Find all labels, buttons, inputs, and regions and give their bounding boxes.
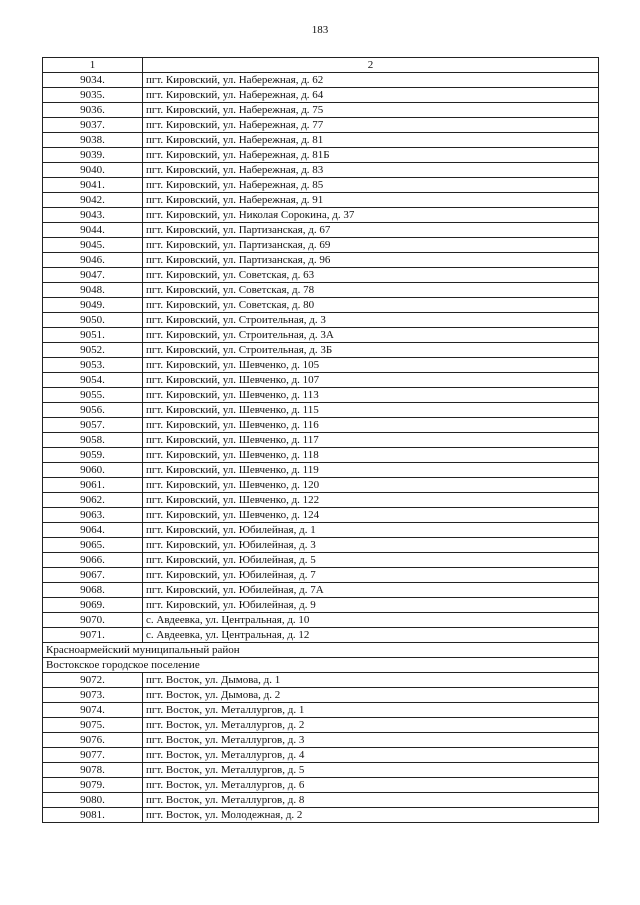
table-row — [43, 163, 599, 178]
row-address: с. Авдеевка, ул. Центральная, д. 10 — [143, 613, 599, 628]
row-number: 9068. — [43, 583, 143, 598]
row-address: пгт. Кировский, ул. Шевченко, д. 122 — [143, 493, 599, 508]
row-number: 9037. — [43, 118, 143, 133]
row-number: 9039. — [43, 148, 143, 163]
row-number: 9073. — [43, 688, 143, 703]
page-number: 183 — [311, 24, 329, 36]
row-number: 9067. — [43, 568, 143, 583]
row-number: 9077. — [43, 748, 143, 763]
row-number: 9043. — [43, 208, 143, 223]
row-address: пгт. Кировский, ул. Шевченко, д. 115 — [143, 403, 599, 418]
table-row — [43, 718, 599, 733]
row-number: 9065. — [43, 538, 143, 553]
table-row — [43, 508, 599, 523]
row-number: 9072. — [43, 673, 143, 688]
table-row — [43, 598, 599, 613]
row-address: пгт. Кировский, ул. Юбилейная, д. 7 — [143, 568, 599, 583]
row-address: пгт. Кировский, ул. Партизанская, д. 96 — [143, 253, 599, 268]
row-number: 9042. — [43, 193, 143, 208]
table-row — [43, 283, 599, 298]
row-address: пгт. Восток, ул. Металлургов, д. 5 — [143, 763, 599, 778]
table-row — [43, 328, 599, 343]
row-number: 9034. — [43, 73, 143, 88]
table-row — [43, 613, 599, 628]
row-address: с. Авдеевка, ул. Центральная, д. 12 — [143, 628, 599, 643]
row-address: пгт. Восток, ул. Металлургов, д. 1 — [143, 703, 599, 718]
row-address: пгт. Кировский, ул. Шевченко, д. 124 — [143, 508, 599, 523]
table-row — [43, 463, 599, 478]
table-row — [43, 403, 599, 418]
row-number: 9071. — [43, 628, 143, 643]
row-number: 9075. — [43, 718, 143, 733]
row-address: пгт. Кировский, ул. Юбилейная, д. 1 — [143, 523, 599, 538]
row-address: пгт. Кировский, ул. Партизанская, д. 69 — [143, 238, 599, 253]
row-number: 9074. — [43, 703, 143, 718]
table-row — [43, 313, 599, 328]
table-row — [43, 223, 599, 238]
row-number: 9057. — [43, 418, 143, 433]
row-address: пгт. Восток, ул. Металлургов, д. 2 — [143, 718, 599, 733]
table-row — [43, 808, 599, 823]
table-row — [43, 358, 599, 373]
row-address: пгт. Восток, ул. Металлургов, д. 3 — [143, 733, 599, 748]
table-row — [43, 763, 599, 778]
table-row — [43, 298, 599, 313]
table-row — [43, 748, 599, 763]
row-number: 9070. — [43, 613, 143, 628]
row-address: пгт. Восток, ул. Металлургов, д. 6 — [143, 778, 599, 793]
table-row — [43, 388, 599, 403]
row-address: пгт. Восток, ул. Дымова, д. 2 — [143, 688, 599, 703]
row-number: 9036. — [43, 103, 143, 118]
row-address: пгт. Кировский, ул. Набережная, д. 64 — [143, 88, 599, 103]
row-number: 9054. — [43, 373, 143, 388]
row-address: пгт. Кировский, ул. Набережная, д. 77 — [143, 118, 599, 133]
row-address: пгт. Кировский, ул. Юбилейная, д. 9 — [143, 598, 599, 613]
row-address: пгт. Кировский, ул. Набережная, д. 85 — [143, 178, 599, 193]
row-address: пгт. Кировский, ул. Набережная, д. 62 — [143, 73, 599, 88]
address-table — [42, 57, 599, 823]
table-row — [43, 268, 599, 283]
column-header-1: 1 — [43, 58, 143, 73]
row-number: 9046. — [43, 253, 143, 268]
table-header-row — [43, 58, 599, 73]
row-number: 9052. — [43, 343, 143, 358]
table-row — [43, 448, 599, 463]
row-address: пгт. Кировский, ул. Шевченко, д. 118 — [143, 448, 599, 463]
row-address: пгт. Кировский, ул. Набережная, д. 75 — [143, 103, 599, 118]
row-address: пгт. Кировский, ул. Шевченко, д. 120 — [143, 478, 599, 493]
row-number: 9047. — [43, 268, 143, 283]
row-address: пгт. Кировский, ул. Шевченко, д. 117 — [143, 433, 599, 448]
table-row — [43, 688, 599, 703]
row-number: 9062. — [43, 493, 143, 508]
row-number: 9080. — [43, 793, 143, 808]
row-address: пгт. Кировский, ул. Набережная, д. 81Б — [143, 148, 599, 163]
row-number: 9081. — [43, 808, 143, 823]
row-number: 9038. — [43, 133, 143, 148]
table-row — [43, 208, 599, 223]
row-address: пгт. Кировский, ул. Строительная, д. 3А — [143, 328, 599, 343]
table-row — [43, 253, 599, 268]
row-number: 9069. — [43, 598, 143, 613]
row-address: пгт. Кировский, ул. Набережная, д. 81 — [143, 133, 599, 148]
table-row — [43, 193, 599, 208]
table-row — [43, 583, 599, 598]
row-number: 9056. — [43, 403, 143, 418]
table-row — [43, 238, 599, 253]
table-row — [43, 673, 599, 688]
table-row — [43, 103, 599, 118]
table-row — [43, 703, 599, 718]
table-row — [43, 553, 599, 568]
table-row — [43, 568, 599, 583]
row-number: 9063. — [43, 508, 143, 523]
table-row — [43, 343, 599, 358]
row-number: 9079. — [43, 778, 143, 793]
row-address: пгт. Кировский, ул. Партизанская, д. 67 — [143, 223, 599, 238]
section-label: Востокское городское поселение — [43, 658, 599, 673]
table-row — [43, 418, 599, 433]
table-row — [43, 493, 599, 508]
table-row — [43, 733, 599, 748]
row-number: 9076. — [43, 733, 143, 748]
table-row — [43, 778, 599, 793]
row-address: пгт. Кировский, ул. Советская, д. 80 — [143, 298, 599, 313]
row-number: 9064. — [43, 523, 143, 538]
row-number: 9059. — [43, 448, 143, 463]
row-number: 9044. — [43, 223, 143, 238]
table-row — [43, 433, 599, 448]
table-row — [43, 373, 599, 388]
row-address: пгт. Кировский, ул. Шевченко, д. 105 — [143, 358, 599, 373]
row-address: пгт. Кировский, ул. Николая Сорокина, д. 37 — [143, 208, 599, 223]
row-number: 9053. — [43, 358, 143, 373]
table-row — [43, 118, 599, 133]
row-number: 9051. — [43, 328, 143, 343]
table-row — [43, 628, 599, 643]
row-address: пгт. Кировский, ул. Набережная, д. 91 — [143, 193, 599, 208]
table-row — [43, 73, 599, 88]
table-row — [43, 148, 599, 163]
row-address: пгт. Восток, ул. Молодежная, д. 2 — [143, 808, 599, 823]
row-address: пгт. Кировский, ул. Юбилейная, д. 7А — [143, 583, 599, 598]
section-row — [43, 643, 599, 658]
row-number: 9061. — [43, 478, 143, 493]
row-number: 9041. — [43, 178, 143, 193]
row-number: 9048. — [43, 283, 143, 298]
table-row — [43, 523, 599, 538]
table-row — [43, 538, 599, 553]
row-number: 9049. — [43, 298, 143, 313]
row-number: 9045. — [43, 238, 143, 253]
row-number: 9058. — [43, 433, 143, 448]
row-address: пгт. Кировский, ул. Строительная, д. 3 — [143, 313, 599, 328]
row-address: пгт. Кировский, ул. Юбилейная, д. 5 — [143, 553, 599, 568]
row-address: пгт. Кировский, ул. Шевченко, д. 116 — [143, 418, 599, 433]
row-address: пгт. Восток, ул. Дымова, д. 1 — [143, 673, 599, 688]
table-row — [43, 88, 599, 103]
row-address: пгт. Кировский, ул. Шевченко, д. 107 — [143, 373, 599, 388]
row-address: пгт. Кировский, ул. Шевченко, д. 113 — [143, 388, 599, 403]
section-label: Красноармейский муниципальный район — [43, 643, 599, 658]
column-header-2: 2 — [143, 58, 599, 73]
row-address: пгт. Кировский, ул. Строительная, д. 3Б — [143, 343, 599, 358]
row-number: 9035. — [43, 88, 143, 103]
row-address: пгт. Восток, ул. Металлургов, д. 4 — [143, 748, 599, 763]
row-number: 9055. — [43, 388, 143, 403]
table-row — [43, 178, 599, 193]
row-address: пгт. Кировский, ул. Юбилейная, д. 3 — [143, 538, 599, 553]
table-body — [43, 58, 599, 823]
row-number: 9066. — [43, 553, 143, 568]
row-address: пгт. Кировский, ул. Шевченко, д. 119 — [143, 463, 599, 478]
section-row — [43, 658, 599, 673]
row-number: 9078. — [43, 763, 143, 778]
row-address: пгт. Кировский, ул. Советская, д. 78 — [143, 283, 599, 298]
row-number: 9040. — [43, 163, 143, 178]
table-row — [43, 793, 599, 808]
row-number: 9060. — [43, 463, 143, 478]
row-number: 9050. — [43, 313, 143, 328]
row-address: пгт. Восток, ул. Металлургов, д. 8 — [143, 793, 599, 808]
table-row — [43, 133, 599, 148]
table-row — [43, 478, 599, 493]
row-address: пгт. Кировский, ул. Набережная, д. 83 — [143, 163, 599, 178]
row-address: пгт. Кировский, ул. Советская, д. 63 — [143, 268, 599, 283]
